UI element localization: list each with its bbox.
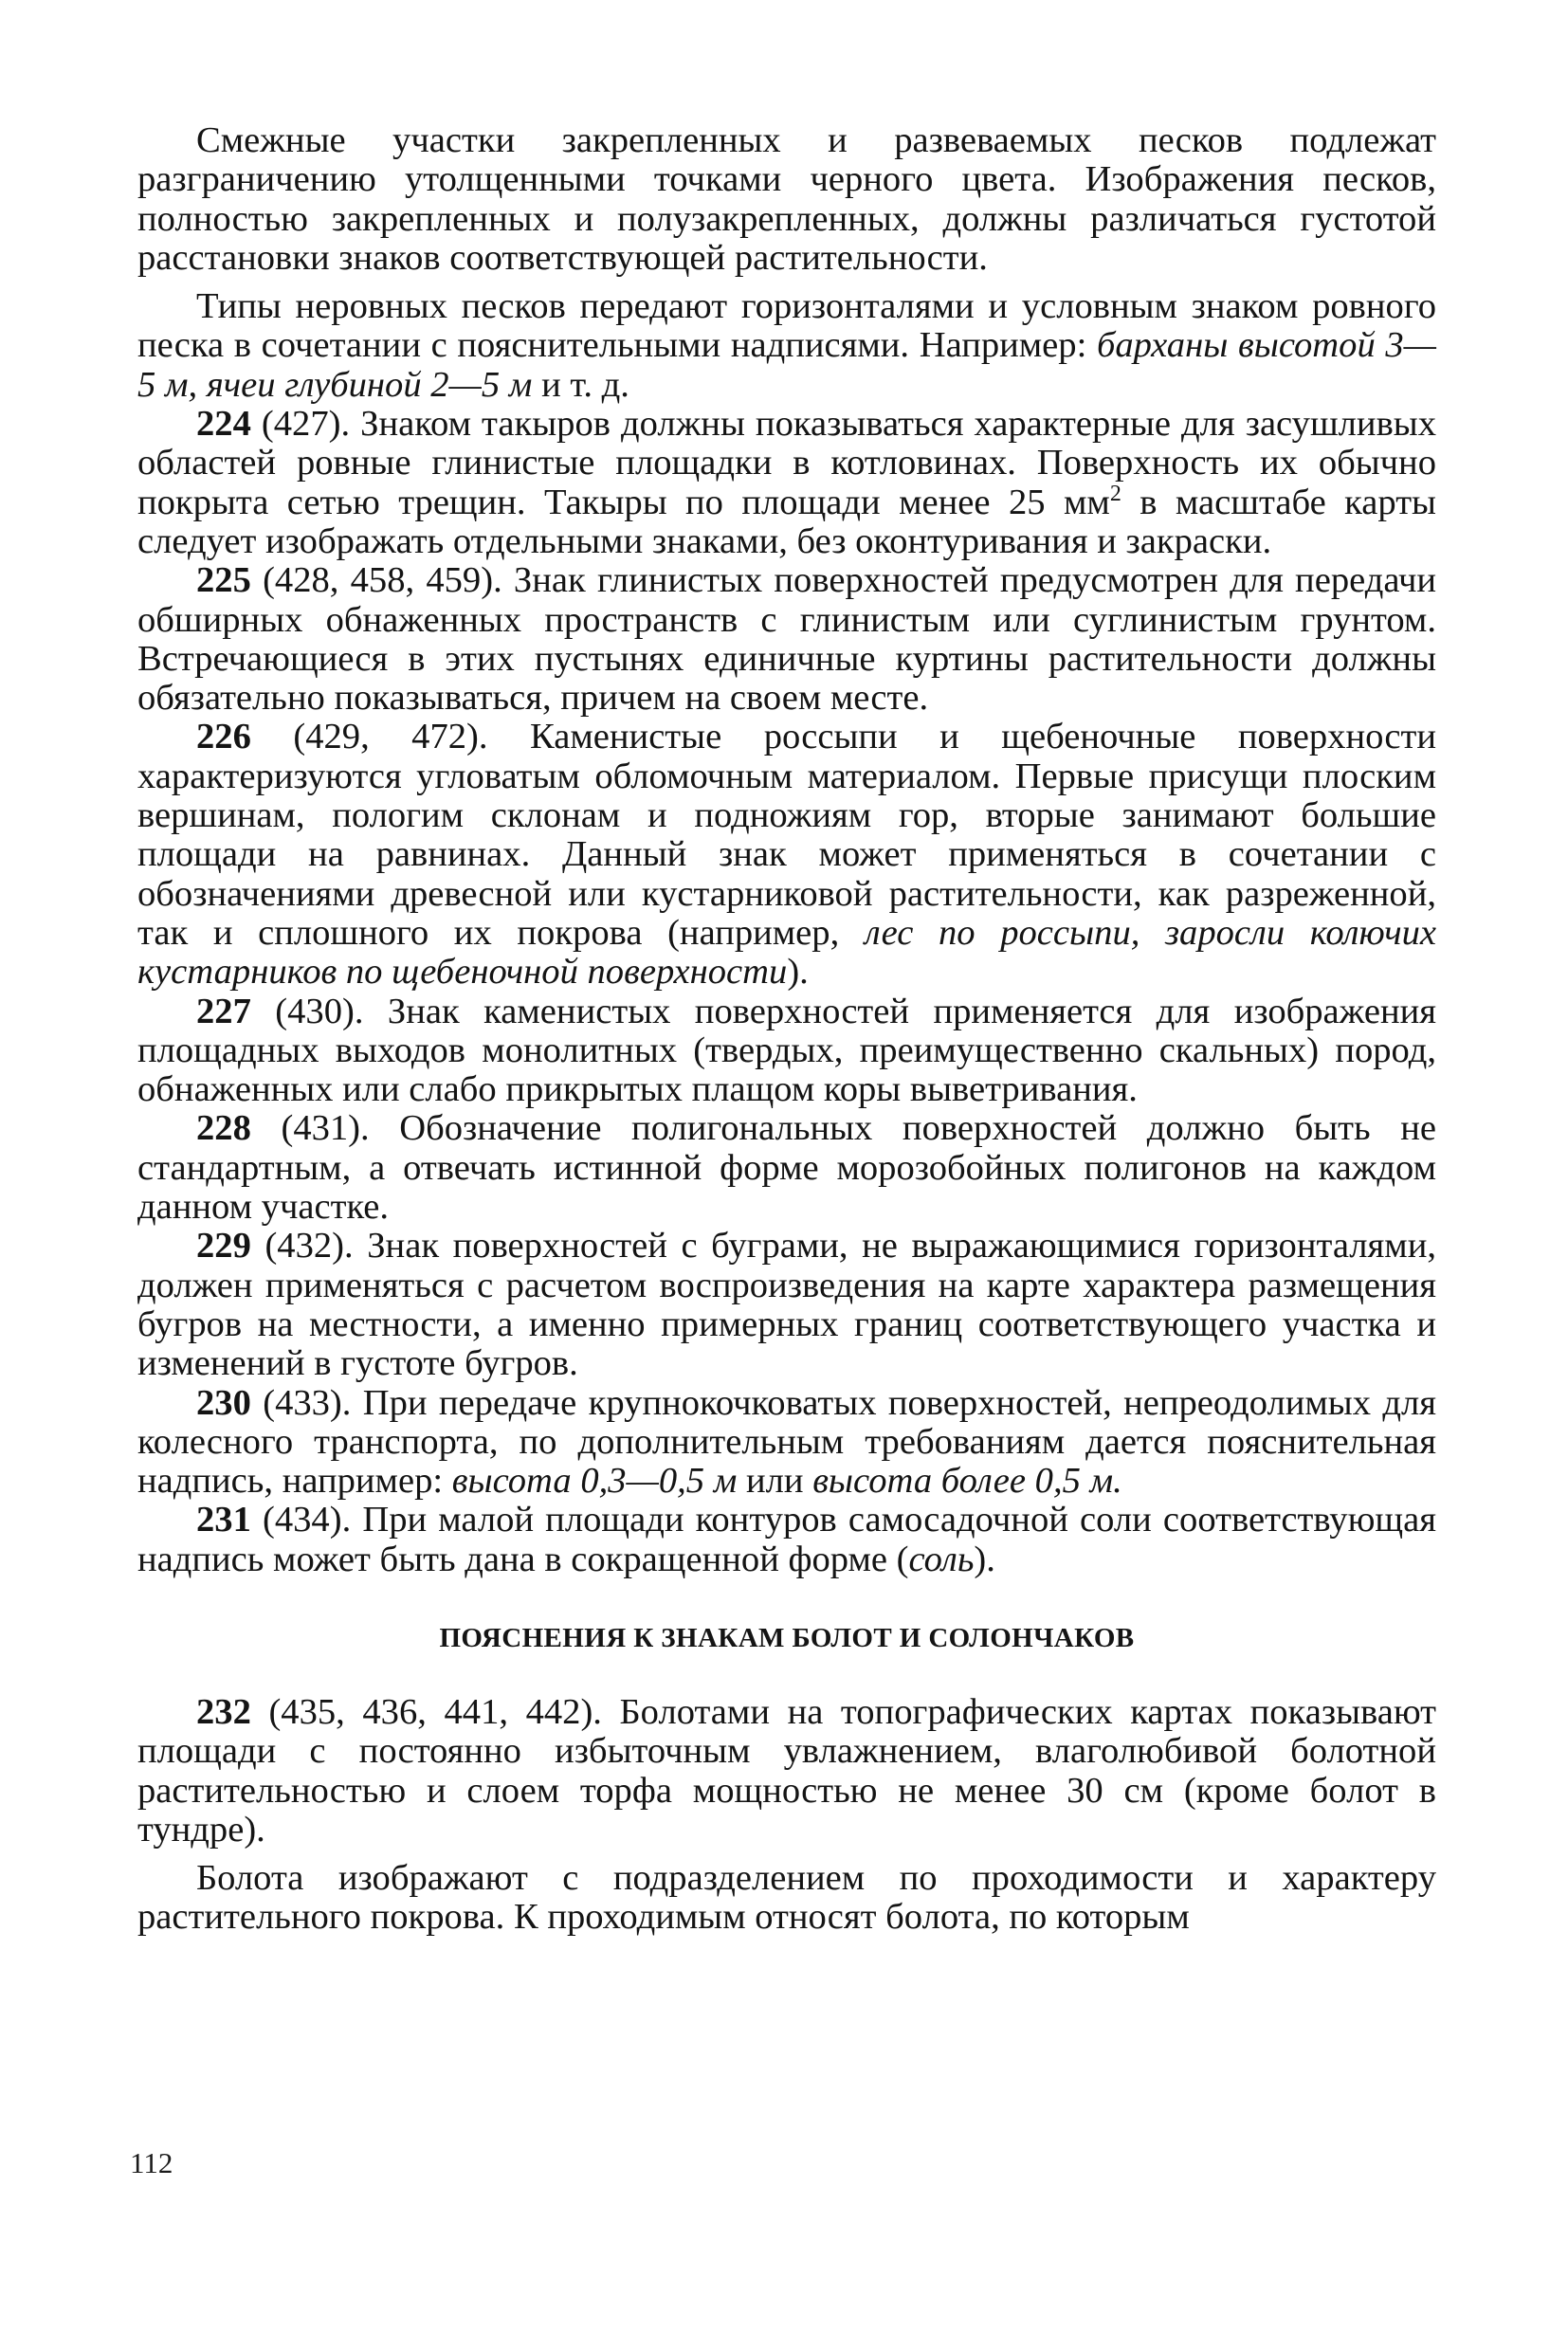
text-run: Болота изображают с подразделением по проходимости и характеру растительного покрова. К проходимым относят болота, по которым — [137, 1858, 1436, 1938]
body-paragraph — [137, 287, 1436, 405]
text-run: (428, 458, 459). Знак глинистых поверхностей предусмотрен для передачи обширных обнаженных пространств с глинистым или суглинистым грунтом. Встречающиеся в этих пустынях единичные куртины растительности должны обязательно показываться, причем на своем месте. — [137, 560, 1436, 719]
body-paragraph — [137, 1859, 1436, 1938]
italic-example: соль — [908, 1539, 975, 1579]
body-paragraph — [137, 718, 1436, 992]
paragraph-number: 231 — [196, 1500, 251, 1540]
text-run: (433). При передаче крупнокочковатых поверхностей, непреодолимых для колесного транспорта, по дополнительным требованиям дается пояснительная надпись, например: — [137, 1382, 1436, 1502]
body-paragraph — [137, 993, 1436, 1110]
italic-example: барханы высотой 3—5 м, ячеи глубиной 2—5 м — [137, 325, 1436, 405]
paragraph-number: 224 — [196, 404, 251, 445]
body-paragraph — [137, 121, 1436, 278]
text-run: или — [737, 1461, 813, 1502]
body-paragraph — [137, 405, 1436, 561]
paragraph-number: 232 — [196, 1691, 251, 1732]
body-paragraph — [137, 1693, 1436, 1850]
superscript: 2 — [1109, 481, 1121, 506]
body-paragraph — [137, 1227, 1436, 1383]
text-block-before-heading — [137, 121, 1436, 1579]
paragraph-number: 229 — [196, 1226, 251, 1267]
italic-example: лес по россыпи, заросли колючих кустарников по щебеночной поверхности — [137, 912, 1437, 993]
text-run: (435, 436, 441, 442). Болотами на топографических картах показывают площади с постоянно избыточным увлажнением, влаголюбивой болотной растительностью и слоем торфа мощностью не менее 30 см (кроме болот в тундре). — [137, 1691, 1436, 1850]
text-run: (432). Знак поверхностей с буграми, не выражающимися горизонталями, должен применяться с расчетом воспроизведения на карте характера размещения бугров на местности, а именно примерных границ соответствующего участка и изменений в густоте бугров. — [137, 1226, 1436, 1384]
paragraph-number: 228 — [196, 1108, 251, 1149]
page-body — [137, 121, 1436, 1938]
text-run: (431). Обозначение полигональных поверхностей должно быть не стандартным, а отвечать истинной форме морозобойных полигонов на каждом данном участке. — [137, 1108, 1436, 1228]
text-run: Типы неровных песков передают горизонталями и условным знаком ровного песка в сочетании с пояснительными надписями. Например: — [137, 286, 1436, 366]
italic-example: высота более 0,5 м. — [812, 1461, 1122, 1502]
section-heading: ПОЯСНЕНИЯ К ЗНАКАМ БОЛОТ И СОЛОНЧАКОВ — [439, 1622, 1135, 1653]
text-block-after-heading — [137, 1693, 1436, 1938]
body-paragraph — [137, 561, 1436, 718]
text-run: (427). Знаком такыров должны показываться характерные для засушливых областей ровные глинистые площадки в котловинах. Поверхность их обычно покрыта сетью трещин. Такыры по площади менее 25 мм — [137, 404, 1436, 522]
paragraph-number: 230 — [196, 1382, 251, 1423]
text-run: ). — [787, 952, 809, 993]
text-run: (430). Знак каменистых поверхностей применяется для изображения площадных выходов монолитных (твердых, преимущественно скальных) пород, обнаженных или слабо прикрытых плащом коры выветривания. — [137, 991, 1436, 1110]
text-run: в масштабе карты следует изображать отдельными знаками, без оконтуривания и закраски. — [137, 482, 1436, 561]
body-paragraph — [137, 1501, 1436, 1579]
paragraph-number: 225 — [196, 560, 251, 601]
text-run: ). — [974, 1539, 995, 1579]
italic-example: высота 0,3—0,5 м — [451, 1461, 738, 1502]
body-paragraph — [137, 1384, 1436, 1502]
text-run: и т. д. — [532, 364, 629, 405]
paragraph-number: 227 — [196, 991, 251, 1031]
paragraph-number: 226 — [196, 717, 251, 757]
body-paragraph — [137, 1109, 1436, 1227]
text-run: (434). При малой площади контуров самосадочной соли соответствующая надпись может быть дана в сокращенной форме ( — [137, 1500, 1436, 1579]
text-run: (429, 472). Каменистые россыпи и щебеночные поверхности характеризуются угловатым обломочным материалом. Первые присущи плоским вершинам, пологим склонам и подножиям гор, вторые занимают большие площади на равнинах. Данный знак может применяться в сочетании с обозначениями древесной или кустарниковой растительности, как разреженной, так и сплошного их покрова (например, — [137, 717, 1436, 953]
page-number: 112 — [130, 2146, 173, 2179]
text-run: Смежные участки закрепленных и развеваемых песков подлежат разграничению утолщенными точками черного цвета. Изображения песков, полностью закрепленных и полузакрепленных, должны различаться густотой расстановки знаков соответствующей растительности. — [137, 120, 1436, 278]
